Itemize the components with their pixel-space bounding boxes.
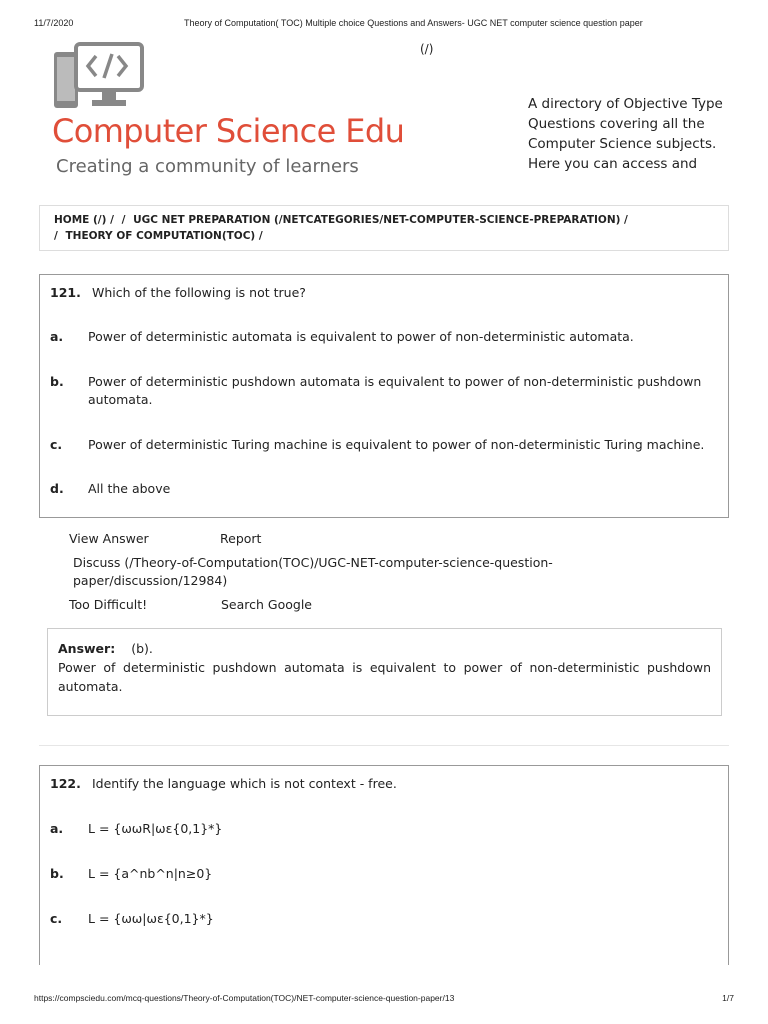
report-link[interactable]: Report	[220, 531, 262, 546]
print-title: Theory of Computation( TOC) Multiple choice Questions and Answers- UGC NET computer science question paper	[184, 18, 643, 28]
question-number: 122.	[50, 776, 81, 791]
code-monitor-logo-icon[interactable]	[52, 42, 144, 110]
option-text: All the above	[88, 481, 171, 496]
print-url: https://compsciedu.com/mcq-questions/Theory-of-Computation(TOC)/NET-computer-science-question-paper/13	[34, 993, 455, 1003]
search-google-link[interactable]: Search Google	[221, 597, 312, 612]
breadcrumb-separator: /	[54, 230, 58, 242]
question-card-122	[39, 765, 729, 965]
breadcrumb-home[interactable]: HOME (/) /	[54, 214, 114, 226]
option-text: L = {ωω|ωε{0,1}*}	[88, 911, 214, 926]
option-letter: b.	[50, 374, 64, 389]
print-page-number: 1/7	[722, 993, 734, 1003]
answer-explanation: Power of deterministic pushdown automata is equivalent to power of non-deterministic pushdown automata.	[58, 660, 711, 694]
breadcrumb	[39, 205, 729, 251]
question-number: 121.	[50, 285, 81, 300]
answer-box	[47, 628, 722, 716]
option-text: Power of deterministic automata is equivalent to power of non-deterministic automata.	[88, 329, 634, 344]
answer-value: (b).	[131, 641, 153, 656]
print-date: 11/7/2020	[34, 18, 74, 28]
breadcrumb-toc[interactable]: THEORY OF COMPUTATION(TOC) /	[65, 230, 263, 242]
root-link[interactable]: (/)	[420, 42, 434, 56]
option-letter: c.	[50, 911, 63, 926]
divider	[39, 745, 729, 746]
option-text: Power of deterministic pushdown automata is equivalent to power of non-deterministic pushdown automata.	[88, 374, 702, 407]
question-card-121	[39, 274, 729, 518]
view-answer-link[interactable]: View Answer	[69, 531, 149, 546]
option-letter: a.	[50, 329, 64, 344]
breadcrumb-ugc-net[interactable]: UGC NET PREPARATION (/NETCATEGORIES/NET-COMPUTER-SCIENCE-PREPARATION) /	[133, 214, 628, 226]
option-text: L = {a^nb^n|n≥0}	[88, 866, 213, 881]
tagline: Creating a community of learners	[56, 156, 359, 177]
question-text: Identify the language which is not context - free.	[92, 776, 397, 791]
option-text: L = {ωωR|ωε{0,1}*}	[88, 821, 223, 836]
option-letter: d.	[50, 481, 64, 496]
directory-description: A directory of Objective Type Questions covering all the Computer Science subjects. Here you can access and	[528, 96, 723, 172]
breadcrumb-separator: /	[121, 214, 126, 226]
option-text: Power of deterministic Turing machine is equivalent to power of non-deterministic Turing machine.	[88, 437, 705, 452]
answer-label: Answer:	[58, 641, 116, 656]
brand-name[interactable]: Computer Science Edu	[52, 112, 405, 150]
option-letter: a.	[50, 821, 64, 836]
too-difficult-link[interactable]: Too Difficult!	[69, 597, 148, 612]
option-letter: b.	[50, 866, 64, 881]
discuss-link[interactable]: Discuss (/Theory-of-Computation(TOC)/UGC-NET-computer-science-question-paper/discussion/12984)	[73, 555, 553, 588]
question-text: Which of the following is not true?	[92, 285, 306, 300]
option-letter: c.	[50, 437, 63, 452]
